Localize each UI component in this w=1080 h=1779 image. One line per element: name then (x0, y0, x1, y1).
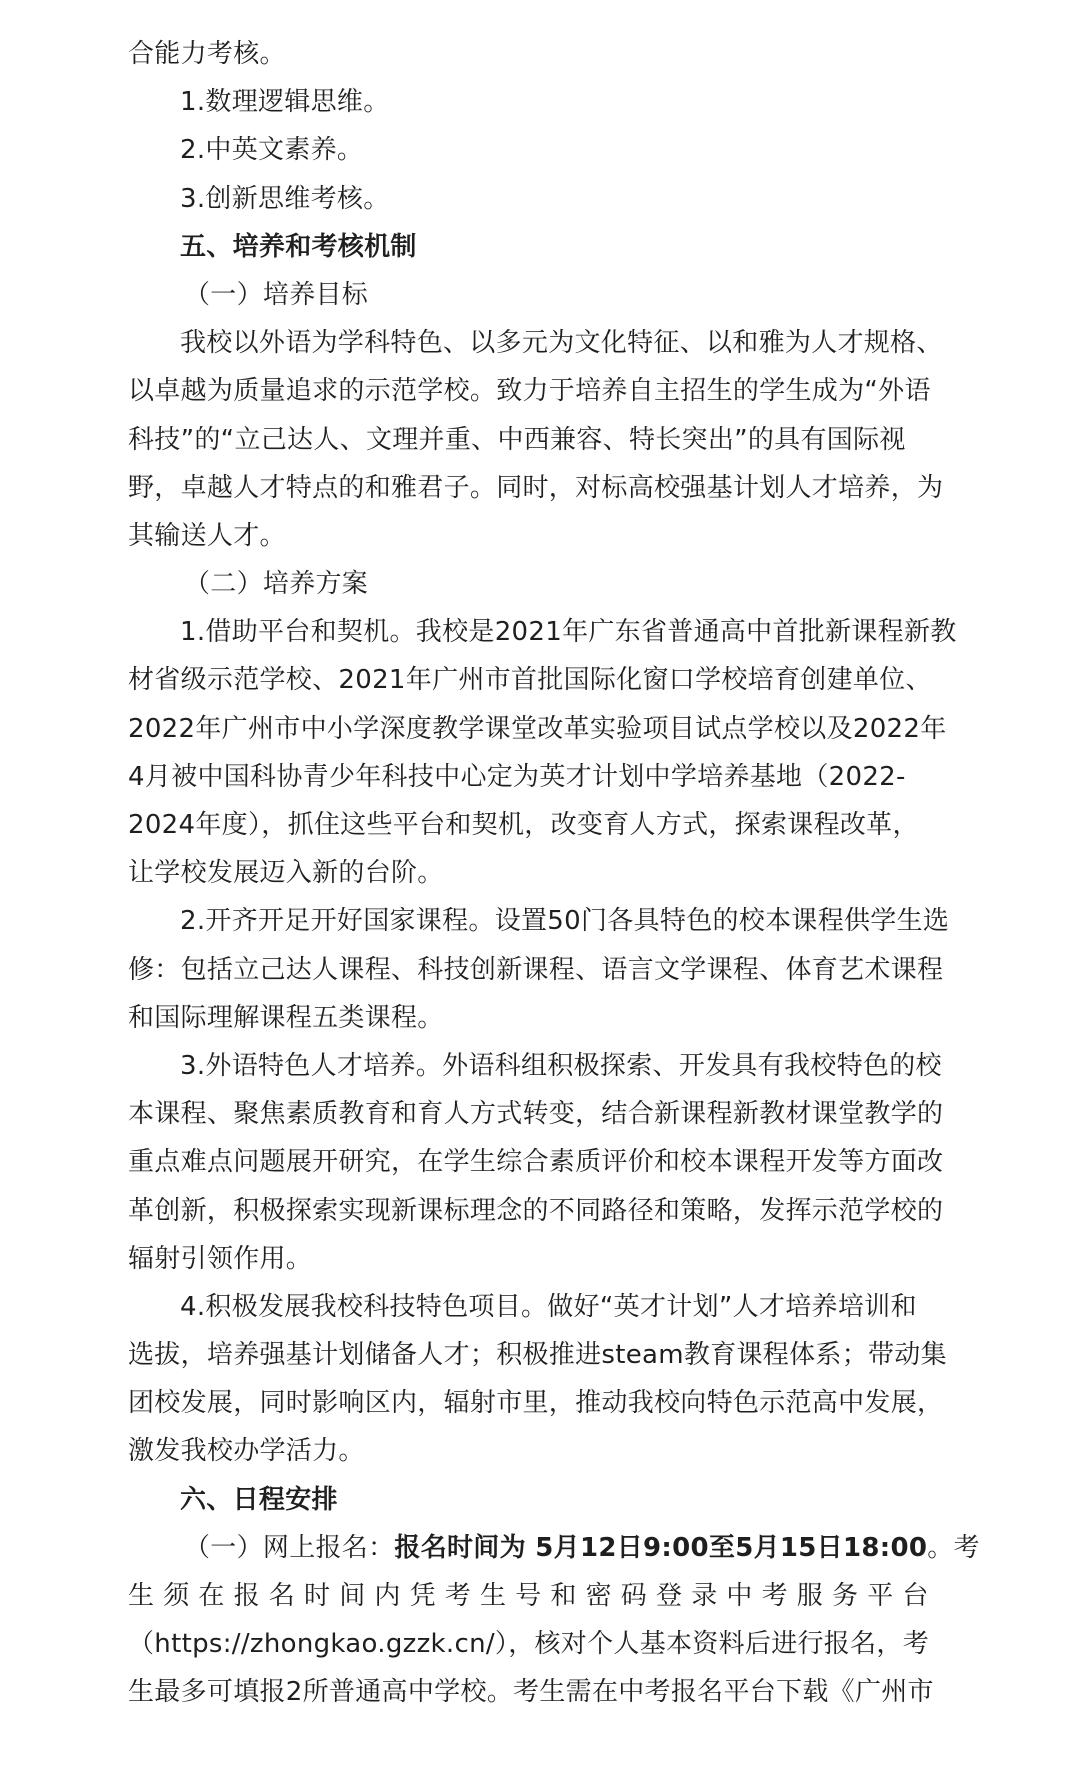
subsection-heading: （一）培养目标 (184, 279, 369, 310)
paragraph-line: 1.借助平台和契机。我校是2021年广东省普通高中首批新课程新教 (180, 617, 957, 648)
paragraph-line: 野，卓越人才特点的和雅君子。同时，对标高校强基计划人才培养，为 (128, 472, 944, 503)
paragraph-line: 修：包括立己达人课程、科技创新课程、语言文学课程、体育艺术课程 (128, 954, 944, 985)
paragraph-line: 以卓越为质量追求的示范学校。致力于培养自主招生的学生成为“外语 (128, 376, 931, 407)
paragraph-line: 选拔，培养强基计划储备人才；积极推进steam教育课程体系；带动集 (128, 1340, 947, 1371)
registration-label: （一）网上报名： (184, 1532, 395, 1563)
paragraph-line: 2022年广州市中小学深度教学课堂改革实验项目试点学校以及2022年 (128, 713, 947, 744)
paragraph-line: 其输送人才。 (128, 520, 286, 551)
paragraph-line: 4.积极发展我校科技特色项目。做好“英才计划”人才培养培训和 (180, 1291, 917, 1322)
list-item: 3.创新思维考核。 (180, 183, 390, 214)
paragraph-line: 生最多可填报2所普通高中学校。考生需在中考报名平台下载《广州市 (128, 1677, 934, 1708)
paragraph-line: 生须在报名时间内凭考生号和密码登录中考服务平台 (128, 1581, 938, 1611)
list-item: 1.数理逻辑思维。 (180, 87, 390, 118)
paragraph-line: 激发我校办学活力。 (128, 1436, 365, 1467)
section-heading-5: 五、培养和考核机制 (180, 231, 417, 262)
section-heading-6: 六、日程安排 (180, 1484, 338, 1515)
paragraph-line: 本课程、聚焦素质教育和育人方式转变，结合新课程新教材课堂教学的 (128, 1099, 944, 1130)
paragraph-line: 我校以外语为学科特色、以多元为文化特征、以和雅为人才规格、 (180, 328, 943, 359)
subsection-heading: （二）培养方案 (184, 569, 369, 600)
text-line: 合能力考核。 (128, 39, 286, 69)
registration-tail: 。考 (927, 1532, 980, 1563)
paragraph-line: 2.开齐开足开好国家课程。设置50门各具特色的校本课程供学生选 (180, 906, 950, 937)
paragraph-line: 让学校发展迈入新的台阶。 (128, 858, 444, 889)
paragraph-line: 和国际理解课程五类课程。 (128, 1002, 444, 1033)
paragraph-line: 2024年度），抓住这些平台和契机，改变育人方式，探索课程改革， (128, 810, 919, 840)
paragraph-line: 革创新，积极探索实现新课标理念的不同路径和策略，发挥示范学校的 (128, 1195, 944, 1226)
list-item: 2.中英文素养。 (180, 135, 364, 166)
document-body (128, 30, 980, 1717)
paragraph-line: 辐射引领作用。 (128, 1243, 313, 1274)
paragraph-line: （https://zhongkao.gzzk.cn/），核对个人基本资料后进行报名，考 (128, 1629, 930, 1660)
paragraph-line: 材省级示范学校、2021年广州市首批国际化窗口学校培育创建单位、 (128, 665, 932, 696)
paragraph-line: 团校发展，同时影响区内，辐射市里，推动我校向特色示范高中发展， (128, 1388, 944, 1419)
paragraph-line: 3.外语特色人才培养。外语科组积极探索、开发具有我校特色的校 (180, 1050, 942, 1081)
paragraph-line (128, 1524, 980, 1572)
paragraph-line: 4月被中国科协青少年科技中心定为英才计划中学培养基地（2022- (128, 761, 906, 792)
paragraph-line: 科技”的“立己达人、文理并重、中西兼容、特长突出”的具有国际视 (128, 424, 906, 455)
registration-time: 报名时间为 5月12日9:00至5月15日18:00 (394, 1532, 928, 1563)
paragraph-line: 重点难点问题展开研究，在学生综合素质评价和校本课程开发等方面改 (128, 1147, 944, 1178)
